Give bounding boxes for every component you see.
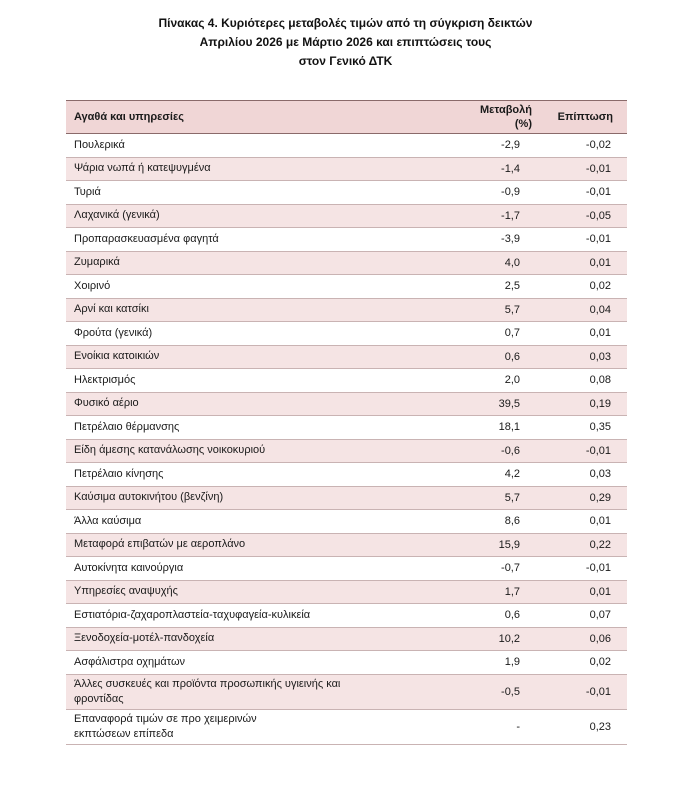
- table-row: [66, 275, 627, 299]
- row-item: Ξενοδοχεία-μοτέλ-πανδοχεία: [66, 627, 402, 651]
- row-change: 5,7: [402, 298, 542, 322]
- row-item: Άλλα καύσιμα: [66, 510, 402, 534]
- row-change: 0,6: [402, 345, 542, 369]
- table-row: [66, 251, 627, 275]
- row-item: Καύσιμα αυτοκινήτου (βενζίνη): [66, 486, 402, 510]
- row-item: Τυριά: [66, 181, 402, 205]
- row-change: 10,2: [402, 627, 542, 651]
- row-item: Είδη άμεσης κατανάλωσης νοικοκυριού: [66, 439, 402, 463]
- row-impact: 0,23: [542, 709, 627, 744]
- table-row: [66, 369, 627, 393]
- row-impact: 0,04: [542, 298, 627, 322]
- table-row: [66, 298, 627, 322]
- row-item: Πουλερικά: [66, 134, 402, 158]
- table-row: [66, 392, 627, 416]
- row-impact: 0,06: [542, 627, 627, 651]
- table-row: [66, 627, 627, 651]
- table-row: [66, 157, 627, 181]
- row-item-line-1: Επαναφορά τιμών σε προ χειμερινών: [74, 712, 257, 725]
- row-change: 39,5: [402, 392, 542, 416]
- row-item: Πετρέλαιο κίνησης: [66, 463, 402, 487]
- row-change: -3,9: [402, 228, 542, 252]
- row-impact: 0,35: [542, 416, 627, 440]
- header-change-line-2: (%): [514, 118, 532, 130]
- row-impact: 0,08: [542, 369, 627, 393]
- row-item: Πετρέλαιο θέρμανσης: [66, 416, 402, 440]
- row-impact: 0,19: [542, 392, 627, 416]
- row-change: 15,9: [402, 533, 542, 557]
- row-change: 18,1: [402, 416, 542, 440]
- caption-line-1: Πίνακας 4. Κυριότερες μεταβολές τιμών από τη σύγκριση δεικτών: [158, 16, 533, 30]
- table-row: [66, 463, 627, 487]
- table-row: [66, 181, 627, 205]
- caption-line-2: Απριλίου 2026 με Μάρτιο 2026 και επιπτώσεις τους: [199, 35, 492, 49]
- table-caption: [0, 14, 691, 71]
- table-header-row: [66, 101, 627, 134]
- table-row: [66, 709, 627, 744]
- row-item: Μεταφορά επιβατών με αεροπλάνο: [66, 533, 402, 557]
- row-impact: -0,01: [542, 228, 627, 252]
- row-change: -0,6: [402, 439, 542, 463]
- row-item: [66, 709, 402, 744]
- row-item: Ασφάλιστρα οχημάτων: [66, 651, 402, 675]
- table-row: [66, 204, 627, 228]
- row-impact: 0,02: [542, 275, 627, 299]
- row-change: 0,7: [402, 322, 542, 346]
- row-item: Εστιατόρια-ζαχαροπλαστεία-ταχυφαγεία-κυλικεία: [66, 604, 402, 628]
- row-change: -1,7: [402, 204, 542, 228]
- row-item: Φυσικό αέριο: [66, 392, 402, 416]
- row-change: 4,0: [402, 251, 542, 275]
- row-change: -0,5: [402, 674, 542, 709]
- row-item: Λαχανικά (γενικά): [66, 204, 402, 228]
- row-item: Ενοίκια κατοικιών: [66, 345, 402, 369]
- row-item-line-2: εκπτώσεων επίπεδα: [74, 727, 174, 740]
- row-change: -: [402, 709, 542, 744]
- row-impact: -0,02: [542, 134, 627, 158]
- row-impact: 0,29: [542, 486, 627, 510]
- table-row: [66, 557, 627, 581]
- row-impact: -0,01: [542, 181, 627, 205]
- table-row: [66, 134, 627, 158]
- row-item: Ψάρια νωπά ή κατεψυγμένα: [66, 157, 402, 181]
- row-change: 5,7: [402, 486, 542, 510]
- table-row: [66, 345, 627, 369]
- row-change: -0,7: [402, 557, 542, 581]
- row-item: Υπηρεσίες αναψυχής: [66, 580, 402, 604]
- row-item: Ζυμαρικά: [66, 251, 402, 275]
- row-impact: -0,01: [542, 157, 627, 181]
- row-item-line-1: Άλλες συσκευές και προϊόντα προσωπικής υγιεινής και: [74, 677, 341, 690]
- row-impact: 0,01: [542, 580, 627, 604]
- row-impact: -0,01: [542, 557, 627, 581]
- header-change: [402, 101, 542, 134]
- row-item: Αρνί και κατσίκι: [66, 298, 402, 322]
- header-change-line-1: Μεταβολή: [479, 104, 532, 116]
- row-change: 1,7: [402, 580, 542, 604]
- row-change: 1,9: [402, 651, 542, 675]
- row-impact: 0,03: [542, 463, 627, 487]
- table-row: [66, 510, 627, 534]
- row-change: 2,5: [402, 275, 542, 299]
- row-impact: 0,01: [542, 322, 627, 346]
- row-impact: 0,07: [542, 604, 627, 628]
- row-impact: 0,01: [542, 251, 627, 275]
- row-item: Αυτοκίνητα καινούργια: [66, 557, 402, 581]
- table-row: [66, 416, 627, 440]
- row-change: 2,0: [402, 369, 542, 393]
- row-item: Ηλεκτρισμός: [66, 369, 402, 393]
- row-change: -2,9: [402, 134, 542, 158]
- table-row: [66, 651, 627, 675]
- table-row: [66, 439, 627, 463]
- row-item: Χοιρινό: [66, 275, 402, 299]
- row-impact: -0,01: [542, 439, 627, 463]
- row-change: 4,2: [402, 463, 542, 487]
- row-change: 0,6: [402, 604, 542, 628]
- price-changes-table: [66, 100, 627, 745]
- header-item: Αγαθά και υπηρεσίες: [66, 101, 402, 134]
- table-row: [66, 580, 627, 604]
- row-impact: -0,01: [542, 674, 627, 709]
- row-impact: 0,03: [542, 345, 627, 369]
- row-change: 8,6: [402, 510, 542, 534]
- row-impact: 0,22: [542, 533, 627, 557]
- row-item-line-2: φροντίδας: [74, 692, 124, 705]
- row-item: Προπαρασκευασμένα φαγητά: [66, 228, 402, 252]
- table-row: [66, 604, 627, 628]
- table-row: [66, 228, 627, 252]
- table-row: [66, 486, 627, 510]
- header-impact: Επίπτωση: [542, 101, 627, 134]
- row-item: Φρούτα (γενικά): [66, 322, 402, 346]
- table-row: [66, 533, 627, 557]
- row-item: [66, 674, 402, 709]
- table-row: [66, 322, 627, 346]
- table-row: [66, 674, 627, 709]
- row-impact: -0,05: [542, 204, 627, 228]
- caption-line-3: στον Γενικό ΔΤΚ: [298, 54, 393, 68]
- row-impact: 0,02: [542, 651, 627, 675]
- row-change: -0,9: [402, 181, 542, 205]
- row-change: -1,4: [402, 157, 542, 181]
- row-impact: 0,01: [542, 510, 627, 534]
